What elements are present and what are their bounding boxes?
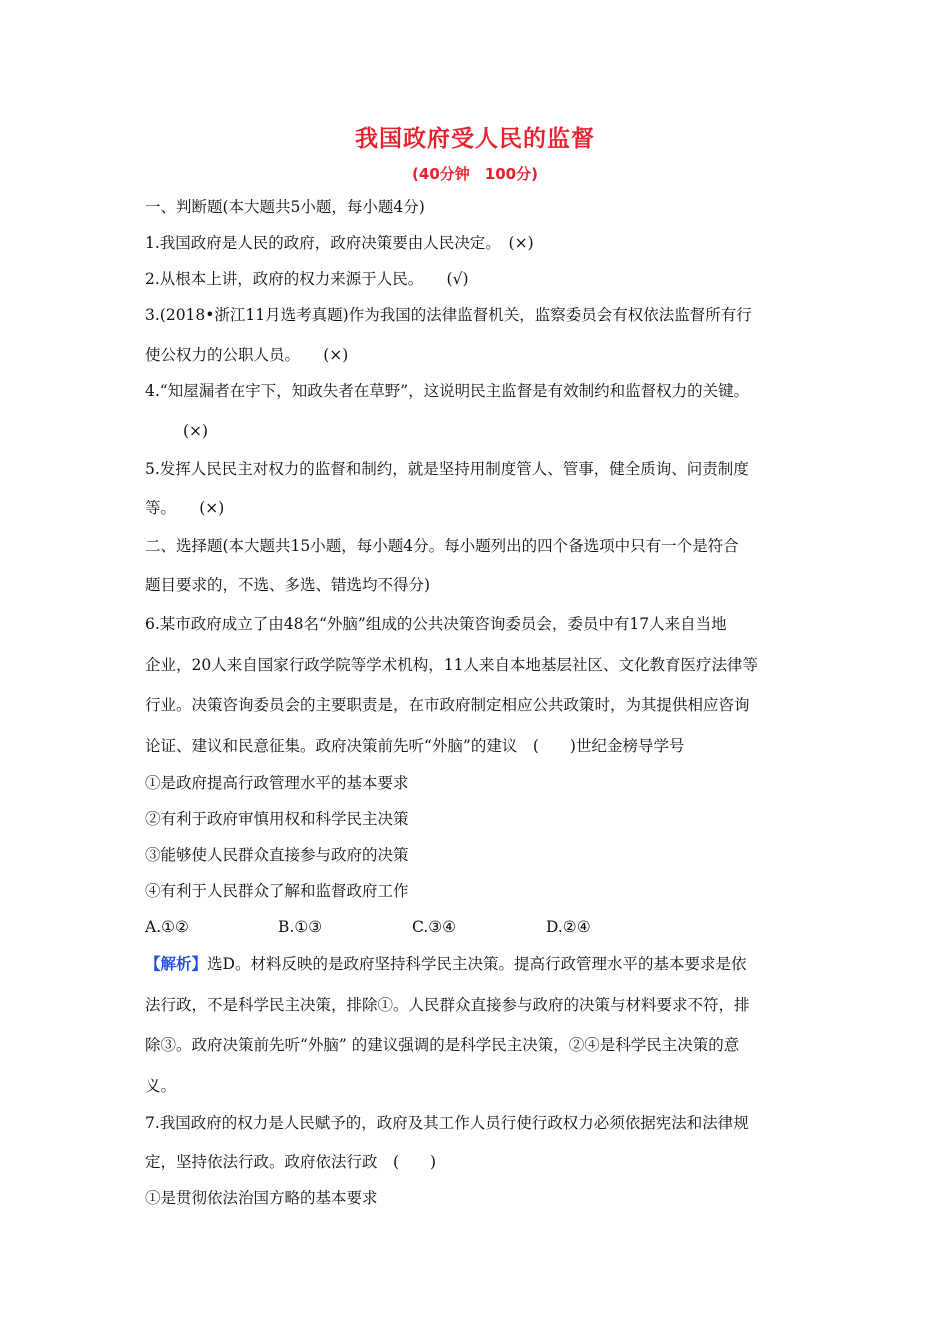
question-6-item2: ②有利于政府审慎用权和科学民主决策 <box>145 810 409 828</box>
question-5-line2: 等。 (×) <box>145 499 225 517</box>
question-1: 1.我国政府是人民的政府，政府决策要由人民决定。 (×) <box>145 234 534 252</box>
page-subtitle: (40分钟 100分) <box>412 165 538 183</box>
section1-heading: 一、判断题(本大题共5小题，每小题4分) <box>145 198 425 216</box>
question-6-option-b: B.①③ <box>278 918 323 936</box>
section2-heading-line2: 题目要求的，不选、多选、错选均不得分) <box>145 576 431 594</box>
analysis-line1 <box>145 953 746 975</box>
question-3-line1: 3.(2018•浙江11月选考真题)作为我国的法律监督机关，监察委员会有权依法监督所有行 <box>145 306 752 324</box>
question-7-line1: 7.我国政府的权力是人民赋予的，政府及其工作人员行使行政权力必须依据宪法和法律规 <box>145 1114 749 1132</box>
question-2: 2.从根本上讲，政府的权力来源于人民。 (√) <box>145 270 469 288</box>
question-6-item1: ①是政府提高行政管理水平的基本要求 <box>145 774 409 792</box>
question-6-item3: ③能够使人民群众直接参与政府的决策 <box>145 846 409 864</box>
question-5-line1: 5.发挥人民民主对权力的监督和制约，就是坚持用制度管人、管事，健全质询、问责制度 <box>145 460 749 478</box>
question-7-line2: 定，坚持依法行政。政府依法行政 ( ) <box>145 1153 437 1171</box>
analysis-line4: 义。 <box>145 1077 177 1095</box>
question-6-line4: 论证、建议和民意征集。政府决策前先听“外脑”的建议 ( )世纪金榜导学号 <box>145 737 685 755</box>
page-title: 我国政府受人民的监督 <box>355 126 595 152</box>
question-6-item4: ④有利于人民群众了解和监督政府工作 <box>145 882 409 900</box>
question-6-line2: 企业，20人来自国家行政学院等学术机构，11人来自本地基层社区、文化教育医疗法律等 <box>145 656 758 674</box>
analysis-text-line1: 选D。材料反映的是政府坚持科学民主决策。提高行政管理水平的基本要求是依 <box>207 955 747 973</box>
question-6-option-d: D.②④ <box>546 918 591 936</box>
analysis-line3: 除③。政府决策前先听“外脑” 的建议强调的是科学民主决策，②④是科学民主决策的意 <box>145 1036 740 1054</box>
question-7-item1: ①是贯彻依法治国方略的基本要求 <box>145 1189 378 1207</box>
question-6-option-a: A.①② <box>145 918 189 936</box>
question-6-line1: 6.某市政府成立了由48名“外脑”组成的公共决策咨询委员会，委员中有17人来自当地 <box>145 615 727 633</box>
question-4-line2: (×) <box>183 422 209 440</box>
section2-heading-line1: 二、选择题(本大题共15小题，每小题4分。每小题列出的四个备选项中只有一个是符合 <box>145 537 739 555</box>
analysis-line2: 法行政，不是科学民主决策，排除①。人民群众直接参与政府的决策与材料要求不符，排 <box>145 996 750 1014</box>
analysis-tag: 【解析】 <box>145 954 208 973</box>
question-6-option-c: C.③④ <box>412 918 457 936</box>
question-4-line1: 4.“知屋漏者在宇下，知政失者在草野”，这说明民主监督是有效制约和监督权力的关键。 <box>145 382 750 400</box>
question-6-line3: 行业。决策咨询委员会的主要职责是，在市政府制定相应公共政策时，为其提供相应咨询 <box>145 696 750 714</box>
question-3-line2: 使公权力的公职人员。 (×) <box>145 346 349 364</box>
